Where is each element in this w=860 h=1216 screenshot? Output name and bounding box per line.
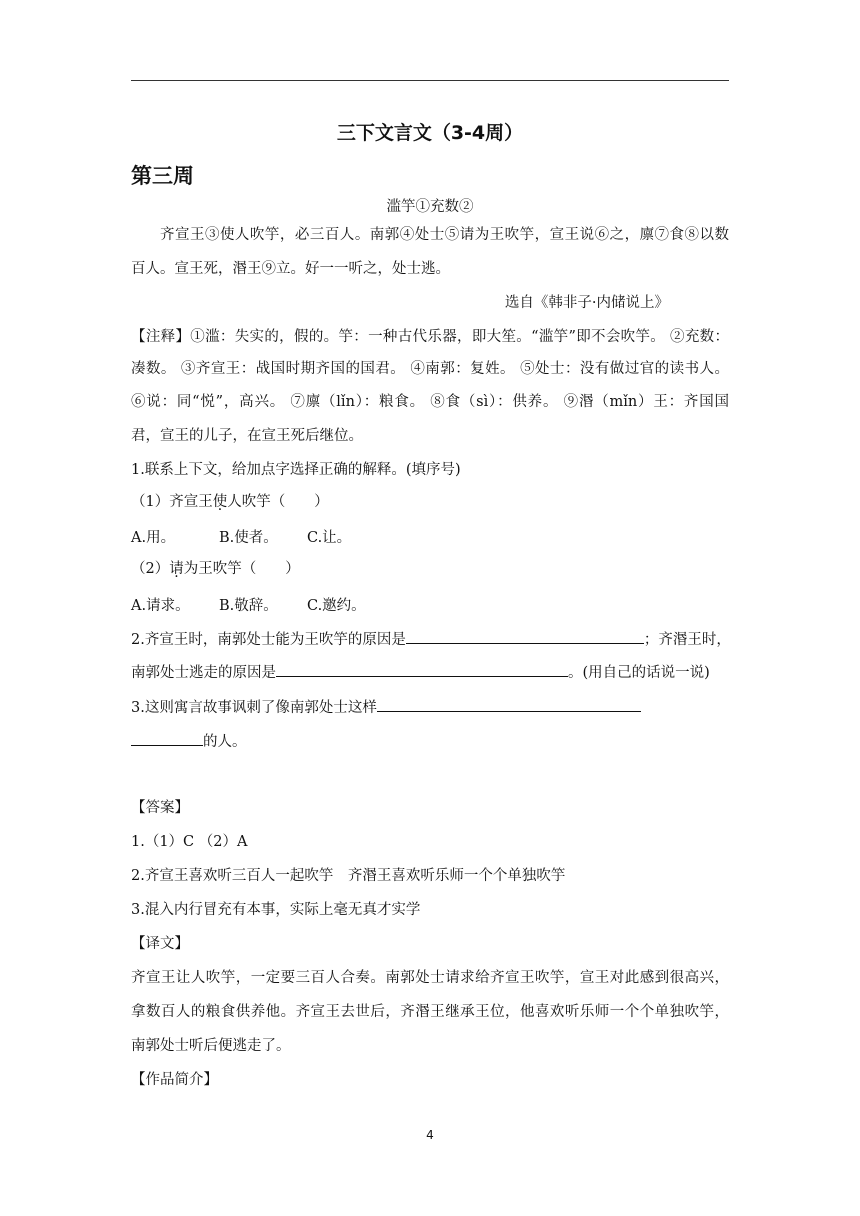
answer-line: 3.混入内行冒充有本事，实际上毫无真才实学 — [131, 902, 421, 918]
passage-source: 选自《韩非子·内储说上》 — [504, 295, 669, 311]
option-c: C.邀约。 — [307, 598, 366, 614]
answer-blank[interactable] — [406, 629, 644, 644]
question-1: 1.联系上下文，给加点字选择正确的解释。(填序号) — [131, 462, 461, 478]
notes-line: 【注释】①滥：失实的，假的。竽：一种古代乐器，即大笙。“滥竽”即不会吹竽。 ②充数： — [131, 329, 729, 345]
question-text: （2） — [131, 561, 170, 577]
passage-line: 百人。宣王死，湣王⑨立。好一一听之，处士逃。 — [131, 261, 450, 277]
translation-line: 南郭处士听后便逃走了。 — [131, 1038, 291, 1054]
answer-line: 2.齐宣王喜欢听三百人一起吹竽 齐湣王喜欢听乐师一个个单独吹竽 — [131, 868, 566, 884]
question-1-2-options — [131, 595, 729, 617]
option-c: C.让。 — [307, 530, 352, 546]
option-b: B.敬辞。 — [219, 598, 278, 614]
page-number: 4 — [426, 1128, 434, 1142]
intro-heading: 【作品简介】 — [131, 1072, 218, 1088]
header-rule — [131, 80, 729, 81]
question-text: ；齐湣王时， — [643, 632, 731, 648]
question-2 — [131, 629, 729, 651]
passage-heading: 滥竽①充数② — [386, 199, 474, 215]
question-text: 人吹竽（ ） — [227, 494, 329, 510]
passage-line: 齐宣王③使人吹竽，必三百人。南郭④处士⑤请为王吹竽，宣王说⑥之，廪⑦食⑧以数 — [160, 227, 729, 243]
question-text: 的人。 — [203, 734, 247, 750]
question-text: 。(用自己的话说一说) — [568, 665, 710, 681]
question-1-2 — [131, 558, 729, 580]
answer-line: 1.（1）C （2）A — [131, 834, 248, 850]
week-heading: 第三周 — [131, 164, 194, 188]
page-title: 三下文言文（3-4周） — [336, 122, 524, 144]
option-a: A.用。 — [131, 530, 176, 546]
translation-heading: 【译文】 — [131, 936, 189, 952]
option-b: B.使者。 — [219, 530, 278, 546]
translation-line: 拿数百人的粮食供养他。齐宣王去世后，齐湣王继承王位，他喜欢听乐师一个个单独吹竽， — [131, 1004, 729, 1020]
notes-line: ⑥说：同“悦”，高兴。 ⑦廪（lǐn）：粮食。 ⑧食（sì）：供养。 ⑨湣（mǐn）王：齐国国 — [131, 394, 729, 410]
question-3-cont — [131, 731, 729, 753]
question-text: （1）齐宣王 — [131, 494, 213, 510]
answer-blank[interactable] — [131, 731, 203, 746]
translation-line: 齐宣王让人吹竽，一定要三百人合奏。南郭处士请求给齐宣王吹竽，宣王对此感到很高兴， — [131, 970, 729, 986]
question-text: 3.这则寓言故事讽刺了像南郭处士这样 — [131, 700, 377, 716]
dotted-character: 使 — [212, 494, 228, 510]
question-1-1 — [131, 491, 729, 513]
question-1-1-options — [131, 527, 729, 549]
question-text: 为王吹竽（ ） — [183, 561, 300, 577]
option-a: A.请求。 — [131, 598, 190, 614]
dotted-character: 请 — [169, 561, 184, 577]
notes-line: 凑数。 ③齐宣王：战国时期齐国的国君。 ④南郭：复姓。 ⑤处士：没有做过官的读书人。 — [131, 361, 729, 377]
notes-line: 君，宣王的儿子，在宣王死后继位。 — [131, 428, 363, 444]
question-text: 2.齐宣王时，南郭处士能为王吹竽的原因是 — [131, 632, 406, 648]
question-text: 南郭处士逃走的原因是 — [131, 665, 276, 681]
answer-blank[interactable] — [377, 697, 641, 712]
answer-blank[interactable] — [276, 662, 568, 677]
answer-heading: 【答案】 — [131, 800, 189, 816]
question-3 — [131, 697, 729, 719]
question-2-cont — [131, 662, 729, 684]
